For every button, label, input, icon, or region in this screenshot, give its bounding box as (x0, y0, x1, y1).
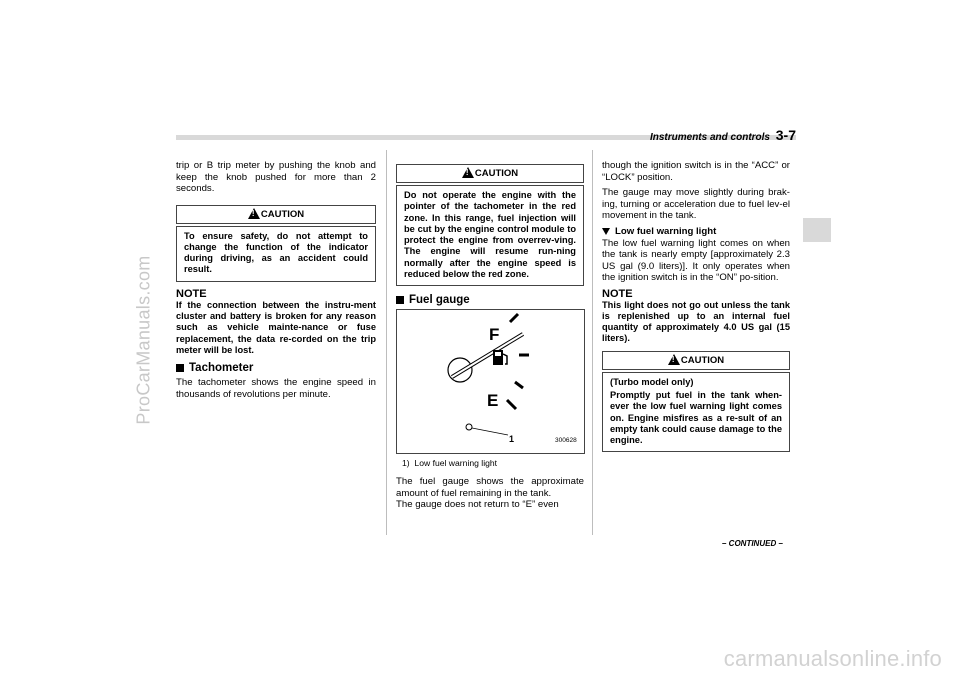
gauge-tick-empty (507, 400, 516, 409)
caution-body (602, 372, 790, 453)
col3-intro-2: The gauge may move slightly during brak-ing, turning or acceleration due to fuel lev-el movement in the tank. (602, 187, 790, 221)
callout-number: 1 (509, 434, 515, 445)
note-label: NOTE (602, 287, 633, 300)
col3-intro-1: though the ignition switch is in the “ACC” or “LOCK” position. (602, 160, 790, 183)
tachometer-text: The tachometer shows the engine speed in thousands of revolutions per minute. (176, 377, 376, 400)
tachometer-heading: Tachometer (176, 362, 376, 374)
caution-text: To ensure safety, do not attempt to change the function of the indicator during driving, as an accident could result. (176, 226, 376, 282)
low-fuel-heading: Low fuel warning light (602, 226, 790, 237)
col3-caution (602, 351, 790, 453)
callout-line (472, 428, 508, 435)
column-divider-1 (386, 150, 387, 535)
continued-label: – CONTINUED – (722, 539, 783, 548)
low-fuel-text: The low fuel warning light comes on when the tank is nearly empty [approximately 2.3 US gal (9.0 liters)]. It only operates when the ignition switch is in the “ON” po-sition. (602, 237, 790, 283)
square-bullet-icon (396, 296, 404, 304)
caution-header: ! CAUTION (396, 164, 584, 183)
column-3 (602, 160, 790, 452)
gauge-tick-full (510, 314, 518, 322)
page-header (650, 127, 796, 143)
page-number: 3-7 (775, 127, 796, 143)
fuel-gauge-text: The fuel gauge shows the approximate amount of fuel remaining in the tank. (396, 476, 584, 499)
note-text: If the connection between the instru-ment cluster and battery is broken for any reason such as vehicle mainte-nance or fuse replacement, the data re-corded on the trip meter will be lost. (176, 299, 376, 355)
caution-header: ! CAUTION (176, 205, 376, 224)
square-bullet-icon (176, 364, 184, 372)
gauge-label-f: F (489, 325, 500, 345)
col2-caution (396, 164, 584, 286)
column-1 (176, 160, 376, 404)
col1-intro: trip or B trip meter by pushing the knob and keep the knob pushed for more than 2 seconds. (176, 160, 376, 194)
triangle-bullet-icon (602, 228, 610, 235)
section-title: Instruments and controls (649, 132, 770, 143)
low-fuel-warning-light (466, 424, 472, 430)
fuel-gauge-heading: Fuel gauge (396, 294, 584, 306)
caution-text: Promptly put fuel in the tank when-ever the low fuel warning light comes on. Engine misfires as a re-sult of an empty tank could cause damage to the engine. (610, 389, 782, 446)
gauge-needle-inner (452, 334, 523, 377)
warning-triangle-icon (248, 208, 260, 219)
column-2 (396, 164, 584, 515)
bottom-watermark: carmanualsonline.info (723, 646, 942, 671)
note-text: This light does not go out unless the tank is replenished up to an internal fuel quantity of approximately 4.0 US gal (15 liters). (602, 299, 790, 344)
chapter-tab (803, 218, 831, 242)
col1-caution (176, 205, 376, 282)
warning-triangle-icon (668, 354, 680, 365)
fuel-gauge-text-2: The gauge does not return to “E” even (396, 499, 559, 511)
fuel-gauge-figure (396, 309, 585, 454)
column-divider-2 (592, 150, 593, 535)
caution-header: ! CAUTION (602, 351, 790, 370)
note-label: NOTE (176, 287, 207, 300)
side-watermark: ProCarManuals.com (133, 255, 154, 425)
fuel-gauge-illustration (397, 310, 584, 453)
gauge-tick-quarter (515, 382, 523, 388)
figure-code: 300628 (555, 437, 577, 445)
caution-text: Do not operate the engine with the pointer of the tachometer in the red zone. In this range, fuel injection will be cut by the engine control module to protect the engine from overrev-ving. The engine will resume run-ning normally after the engine speed is reduced below the red zone. (396, 185, 584, 286)
fuel-pump-icon (493, 350, 507, 365)
caution-line-1: (Turbo model only) (610, 376, 694, 387)
gauge-label-e: E (487, 391, 499, 411)
warning-triangle-icon (462, 167, 474, 178)
figure-caption: 1) Low fuel warning light (402, 458, 498, 469)
